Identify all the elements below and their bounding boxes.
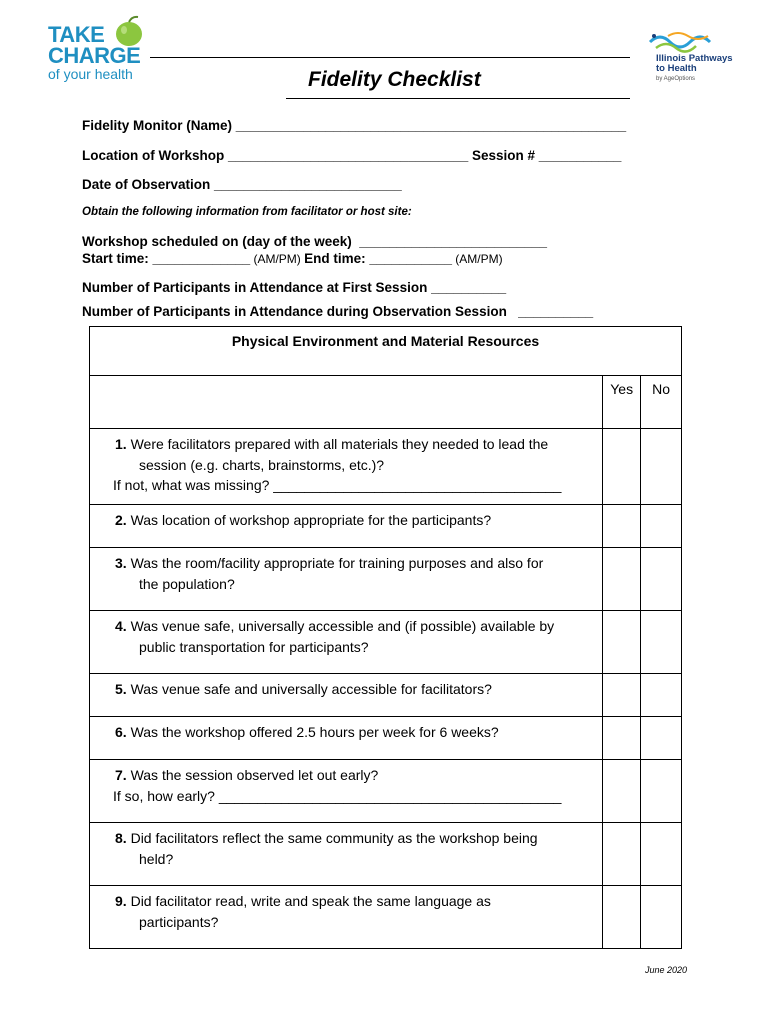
logo-right-line-3: by AgeOptions <box>656 76 696 82</box>
question-text-cell <box>90 760 603 823</box>
no-answer-cell[interactable] <box>641 429 682 505</box>
yes-answer-cell[interactable] <box>603 505 641 548</box>
wave-icon <box>648 30 728 54</box>
fidelity-monitor-field[interactable]: Fidelity Monitor (Name) ____________________________________________________ <box>82 118 627 133</box>
question-followup-field[interactable]: If so, how early? ____________________________________________ <box>113 787 562 804</box>
yes-column-header: Yes <box>603 376 641 429</box>
logo-line-2: CHARGE <box>48 43 141 68</box>
question-line-1: Was venue safe and universally accessible for facilitators? <box>126 681 492 697</box>
question-text-cell <box>90 823 603 886</box>
question-line-1: Was the session observed let out early? <box>126 767 379 783</box>
question-number: 2. <box>115 512 127 528</box>
question-text-cell <box>90 717 603 760</box>
location-session-field[interactable]: Location of Workshop ________________________________ Session # ___________ <box>82 148 622 163</box>
yes-answer-cell[interactable] <box>603 823 641 886</box>
question-line-2: participants? <box>139 913 219 930</box>
yes-answer-cell[interactable] <box>603 611 641 674</box>
header-blank-cell <box>90 376 603 429</box>
question-line-2: the population? <box>139 575 235 592</box>
question-number: 9. <box>115 893 127 909</box>
no-answer-cell[interactable] <box>641 717 682 760</box>
no-answer-cell[interactable] <box>641 674 682 717</box>
no-answer-cell[interactable] <box>641 548 682 611</box>
workshop-scheduled-field[interactable]: Workshop scheduled on (day of the week) _________________________ <box>82 234 547 249</box>
question-line-1: Was the room/facility appropriate for training purposes and also for <box>126 555 544 571</box>
question-row <box>90 823 682 886</box>
question-line-2: public transportation for participants? <box>139 638 369 655</box>
question-line-2: held? <box>139 850 174 867</box>
no-answer-cell[interactable] <box>641 823 682 886</box>
start-time-field[interactable]: Start time: _____________ <box>82 251 251 266</box>
first-session-attendance-field[interactable]: Number of Participants in Attendance at First Session __________ <box>82 280 507 295</box>
question-number: 7. <box>115 767 127 783</box>
question-row <box>90 674 682 717</box>
question-number: 6. <box>115 724 127 740</box>
question-line-1: Were facilitators prepared with all materials they needed to lead the <box>126 436 549 452</box>
question-line-1: Was location of workshop appropriate for the participants? <box>126 512 492 528</box>
no-answer-cell[interactable] <box>641 505 682 548</box>
question-line-2: session (e.g. charts, brainstorms, etc.)? <box>139 456 385 473</box>
end-time-field[interactable]: End time: ___________ <box>304 251 452 266</box>
yes-answer-cell[interactable] <box>603 717 641 760</box>
question-followup-field[interactable]: If not, what was missing? _____________________________________ <box>113 477 562 493</box>
question-text-cell <box>90 548 603 611</box>
no-answer-cell[interactable] <box>641 611 682 674</box>
no-answer-cell[interactable] <box>641 760 682 823</box>
question-text-cell <box>90 429 603 505</box>
take-charge-logo <box>46 14 161 84</box>
instruction-note: Obtain the following information from facilitator or host site: <box>82 206 412 218</box>
question-row <box>90 505 682 548</box>
logo-line-3: of your health <box>48 66 133 82</box>
logo-line-1: TAKE <box>48 22 105 47</box>
question-row <box>90 886 682 949</box>
observation-session-attendance-field[interactable]: Number of Participants in Attendance during Observation Session __________ <box>82 304 594 319</box>
question-line-1: Was venue safe, universally accessible and (if possible) available by <box>126 618 555 634</box>
question-row <box>90 548 682 611</box>
question-line-1: Did facilitator read, write and speak the same language as <box>126 893 491 909</box>
header-rule-bottom <box>286 98 630 99</box>
illinois-pathways-logo <box>644 30 744 90</box>
date-of-observation-field[interactable]: Date of Observation _________________________ <box>82 177 402 192</box>
question-text-cell <box>90 611 603 674</box>
footer-date: June 2020 <box>645 965 688 975</box>
ampm-label-1: (AM/PM) <box>250 252 305 266</box>
question-text-cell <box>90 674 603 717</box>
yes-answer-cell[interactable] <box>603 429 641 505</box>
question-row <box>90 717 682 760</box>
question-row <box>90 429 682 505</box>
yes-answer-cell[interactable] <box>603 674 641 717</box>
question-number: 3. <box>115 555 127 571</box>
question-number: 5. <box>115 681 127 697</box>
question-number: 4. <box>115 618 127 634</box>
question-line-1: Did facilitators reflect the same community as the workshop being <box>126 830 538 846</box>
logo-right-line-1: Illinois Pathways <box>656 53 733 64</box>
question-line-1: Was the workshop offered 2.5 hours per week for 6 weeks? <box>126 724 499 740</box>
question-number: 1. <box>115 436 127 452</box>
time-row <box>82 251 503 266</box>
question-row <box>90 611 682 674</box>
page-title: Fidelity Checklist <box>308 68 481 91</box>
yes-answer-cell[interactable] <box>603 548 641 611</box>
ampm-label-2: (AM/PM) <box>451 252 503 266</box>
yes-answer-cell[interactable] <box>603 760 641 823</box>
question-number: 8. <box>115 830 127 846</box>
question-row <box>90 760 682 823</box>
header-rule-top <box>150 57 630 58</box>
no-answer-cell[interactable] <box>641 886 682 949</box>
checklist-table <box>89 326 682 949</box>
no-column-header: No <box>641 376 682 429</box>
question-text-cell <box>90 505 603 548</box>
yes-answer-cell[interactable] <box>603 886 641 949</box>
section-title: Physical Environment and Material Resources <box>90 327 682 376</box>
logo-right-line-2: to Health <box>656 63 697 74</box>
question-text-cell <box>90 886 603 949</box>
